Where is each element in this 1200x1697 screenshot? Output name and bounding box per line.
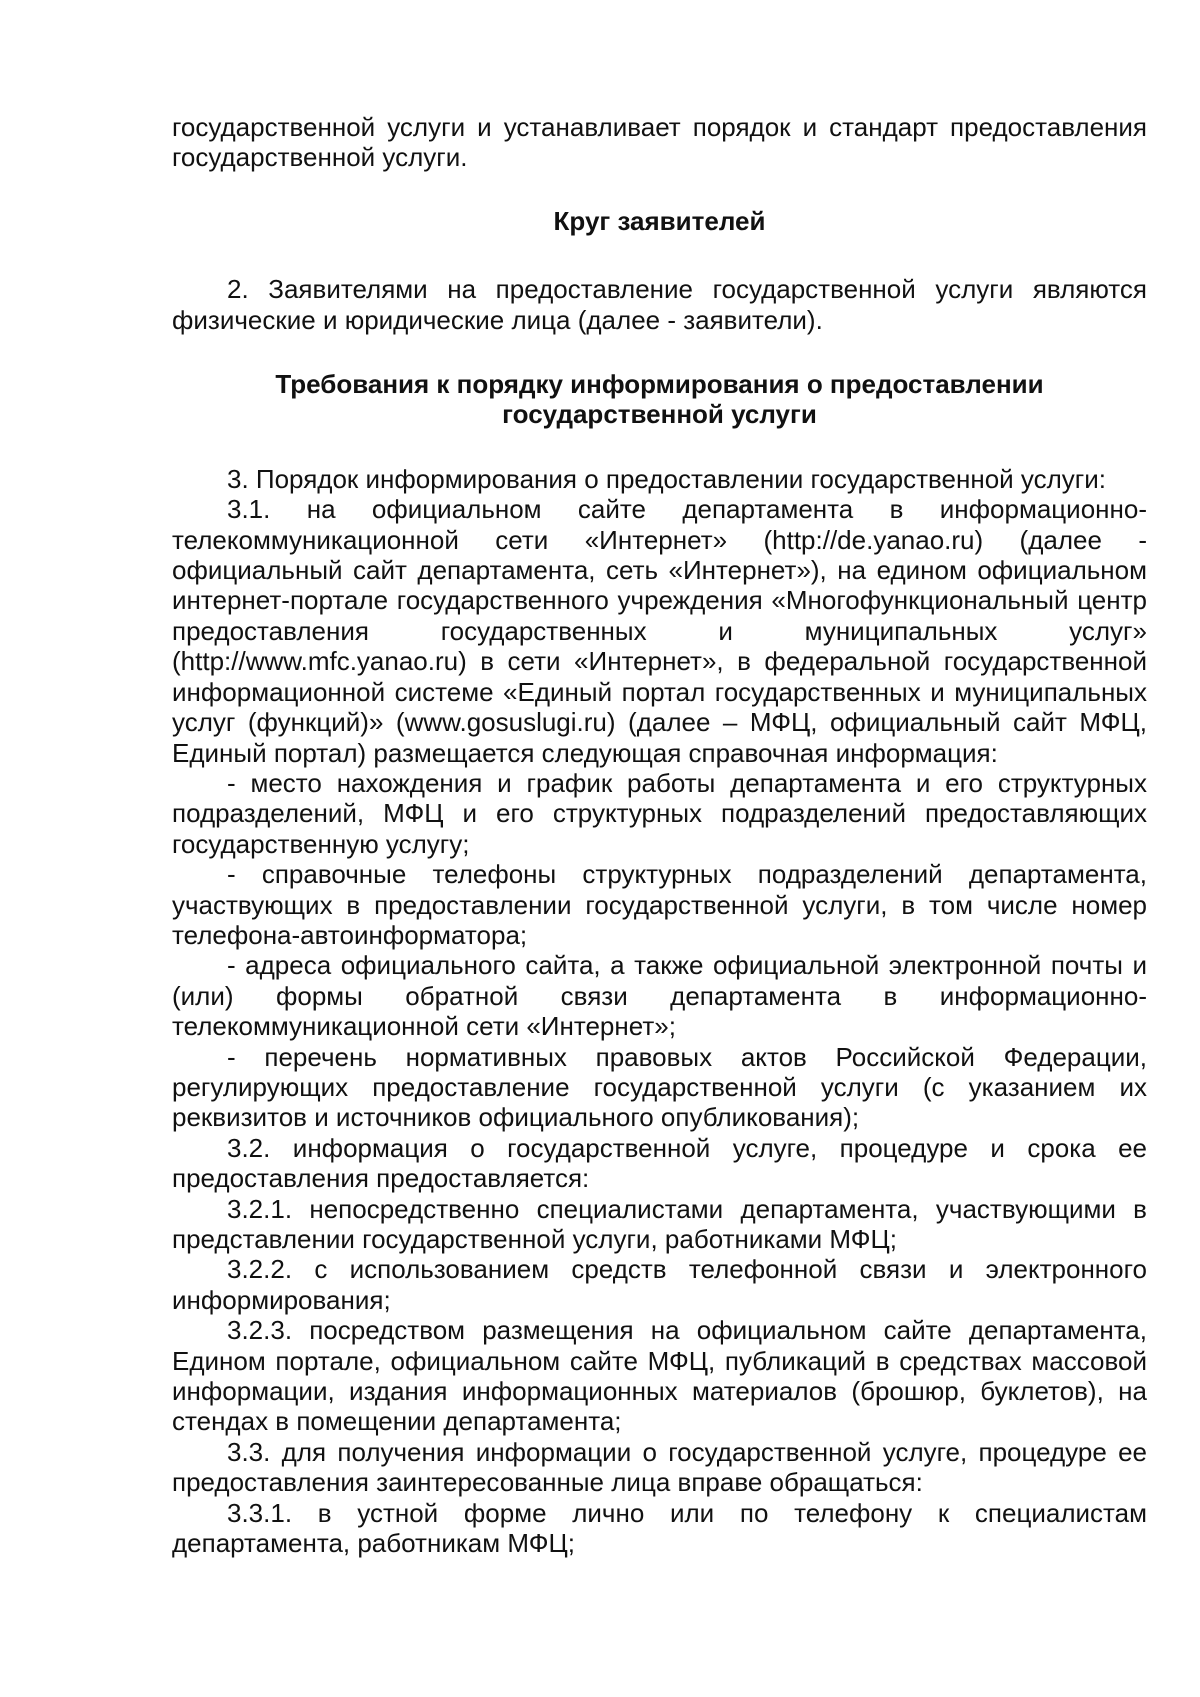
- bullet-item-2: - справочные телефоны структурных подразделений департамента, участвующих в предоставлении государственной услуги, в том числе номер телефона-автоинформатора;: [172, 859, 1147, 950]
- paragraph-2: 2. Заявителями на предоставление государственной услуги являются физические и юридические лица (далее - заявители).: [172, 274, 1147, 335]
- section-title-information: [172, 369, 1147, 430]
- paragraph-3-3: 3.3. для получения информации о государственной услуге, процедуре ее предоставления заинтересованные лица вправе обращаться:: [172, 1436, 1147, 1498]
- document-page: [172, 112, 1147, 1558]
- spacer: [172, 236, 1147, 274]
- intro-paragraph: государственной услуги и устанавливает порядок и стандарт предоставления государственной услуги.: [172, 112, 1147, 173]
- bullet-item-3: - адреса официального сайта, а также официальной электронной почты и (или) формы обратной связи департамента в информационно-телекоммуникационной сети «Интернет»;: [172, 950, 1147, 1042]
- paragraph-3-2-3: 3.2.3. посредством размещения на официальном сайте департамента, Едином портале, официальном сайте МФЦ, публикаций в средствах массовой информации, издания информационных материалов (брошюр, буклетов), на стендах в помещении департамента;: [172, 1315, 1147, 1437]
- bullet-item-4: - перечень нормативных правовых актов Российской Федерации, регулирующих предоставление государственной услуги (с указанием их реквизитов и источников официального опубликования);: [172, 1041, 1147, 1133]
- paragraph-3-2-1: 3.2.1. непосредственно специалистами департамента, участвующими в представлении государственной услуги, работниками МФЦ;: [172, 1193, 1147, 1254]
- paragraph-3-1: 3.1. на официальном сайте департамента в информационно-телекоммуникационной сети «Интернет» (http://de.yanao.ru) (далее - официальный сайт департамента, сеть «Интернет»), на едином официальном интернет-портале государственного учреждения «Многофункциональный центр предоставления государственных и муниципальных услуг» (http://www.mfc.yanao.ru) в сети «Интернет», в федеральной государственной информационной системе «Единый портал государственных и муниципальных услуг (функций)» (www.gosuslugi.ru) (далее – МФЦ, официальный сайт МФЦ, Единый портал) размещается следующая справочная информация:: [172, 494, 1147, 768]
- paragraph-3-2-2: 3.2.2. с использованием средств телефонной связи и электронного информирования;: [172, 1254, 1147, 1315]
- bullet-item-1: - место нахождения и график работы департамента и его структурных подразделений, МФЦ и его структурных подразделений предоставляющих государственную услугу;: [172, 767, 1147, 859]
- paragraph-3-3-1: 3.3.1. в устной форме лично или по телефону к специалистам департамента, работникам МФЦ;: [172, 1497, 1147, 1559]
- spacer: [172, 430, 1147, 464]
- paragraph-3: 3. Порядок информирования о предоставлении государственной услуги:: [227, 463, 1107, 494]
- spacer: [172, 173, 1147, 206]
- section-title-line-1: Требования к порядку информирования о предоставлении: [275, 369, 1044, 400]
- paragraph-3-2: 3.2. информация о государственной услуге, процедуре и срока ее предоставления предоставляется:: [172, 1132, 1147, 1194]
- spacer: [172, 335, 1147, 369]
- section-title-line-2: государственной услуги: [502, 399, 817, 430]
- section-title-applicants: Круг заявителей: [553, 205, 766, 236]
